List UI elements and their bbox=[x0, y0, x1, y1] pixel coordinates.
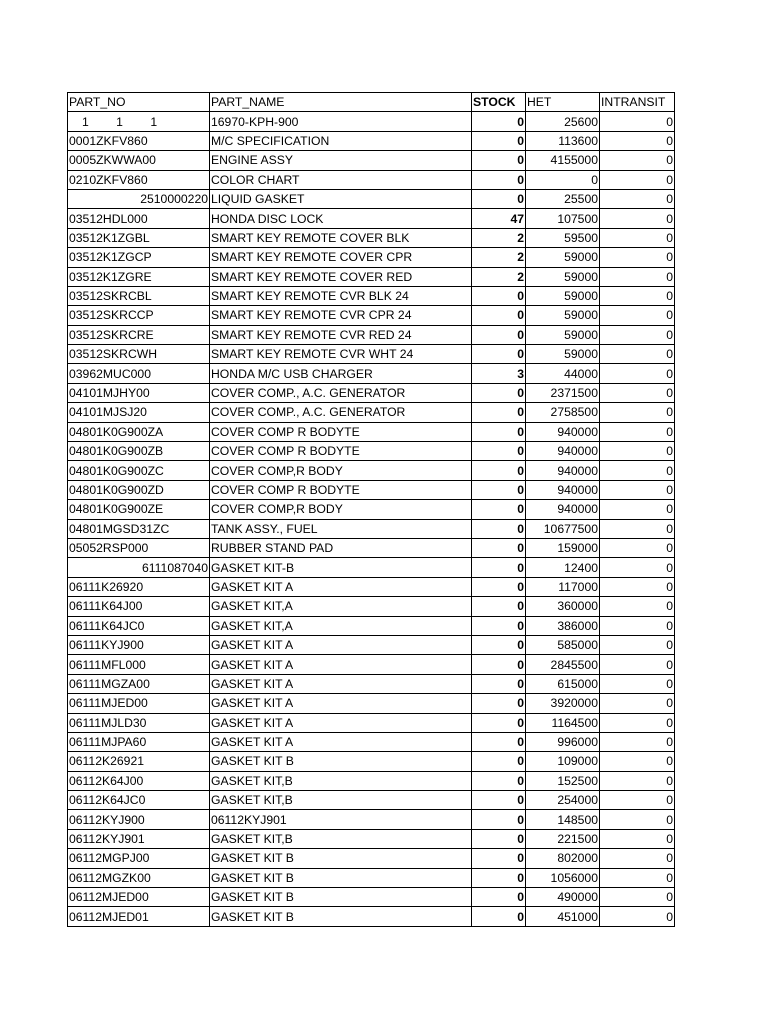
cell-part-no: 06112MGPJ00 bbox=[68, 849, 210, 868]
cell-stock: 0 bbox=[472, 791, 526, 810]
cell-intransit: 0 bbox=[600, 228, 675, 247]
cell-het: 221500 bbox=[526, 829, 600, 848]
cell-stock: 0 bbox=[472, 131, 526, 150]
cell-stock: 0 bbox=[472, 655, 526, 674]
cell-het: 113600 bbox=[526, 131, 600, 150]
cell-intransit: 0 bbox=[600, 713, 675, 732]
cell-intransit: 0 bbox=[600, 345, 675, 364]
table-row bbox=[68, 888, 675, 907]
cell-part-no: 0001ZKFV860 bbox=[68, 131, 210, 150]
cell-part-name: COVER COMP,R BODY bbox=[210, 461, 472, 480]
cell-part-name: COVER COMP,R BODY bbox=[210, 500, 472, 519]
cell-het: 451000 bbox=[526, 907, 600, 926]
cell-het: 386000 bbox=[526, 616, 600, 635]
cell-stock: 0 bbox=[472, 500, 526, 519]
header-row bbox=[68, 93, 675, 112]
cell-part-no: 04801K0G900ZD bbox=[68, 480, 210, 499]
table-row bbox=[68, 383, 675, 402]
cell-part-name: GASKET KIT,A bbox=[210, 616, 472, 635]
cell-stock: 0 bbox=[472, 713, 526, 732]
cell-intransit: 0 bbox=[600, 577, 675, 596]
cell-part-no: 06111MGZA00 bbox=[68, 674, 210, 693]
table-row bbox=[68, 577, 675, 596]
cell-stock: 2 bbox=[472, 267, 526, 286]
cell-part-name: GASKET KIT A bbox=[210, 655, 472, 674]
cell-intransit: 0 bbox=[600, 655, 675, 674]
cell-part-name: SMART KEY REMOTE CVR CPR 24 bbox=[210, 306, 472, 325]
header-part-no: PART_NO bbox=[68, 93, 210, 112]
cell-intransit: 0 bbox=[600, 112, 675, 131]
cell-stock: 3 bbox=[472, 364, 526, 383]
cell-stock: 0 bbox=[472, 868, 526, 887]
cell-part-name: 16970-KPH-900 bbox=[210, 112, 472, 131]
table-row bbox=[68, 189, 675, 208]
header-part-name: PART_NAME bbox=[210, 93, 472, 112]
cell-part-no: 06112MJED00 bbox=[68, 888, 210, 907]
cell-stock: 0 bbox=[472, 674, 526, 693]
cell-het: 490000 bbox=[526, 888, 600, 907]
cell-intransit: 0 bbox=[600, 422, 675, 441]
cell-intransit: 0 bbox=[600, 694, 675, 713]
cell-intransit: 0 bbox=[600, 752, 675, 771]
cell-part-name: GASKET KIT B bbox=[210, 752, 472, 771]
cell-intransit: 0 bbox=[600, 267, 675, 286]
table-row bbox=[68, 829, 675, 848]
table-row bbox=[68, 752, 675, 771]
cell-part-no: 04101MJSJ20 bbox=[68, 403, 210, 422]
cell-part-name: COVER COMP., A.C. GENERATOR bbox=[210, 383, 472, 402]
cell-het: 360000 bbox=[526, 597, 600, 616]
cell-het: 940000 bbox=[526, 422, 600, 441]
cell-intransit: 0 bbox=[600, 519, 675, 538]
cell-het: 4155000 bbox=[526, 151, 600, 170]
cell-stock: 0 bbox=[472, 306, 526, 325]
cell-het: 59000 bbox=[526, 286, 600, 305]
table-row bbox=[68, 364, 675, 383]
cell-intransit: 0 bbox=[600, 635, 675, 654]
cell-het: 940000 bbox=[526, 500, 600, 519]
cell-part-name: ENGINE ASSY bbox=[210, 151, 472, 170]
cell-part-no: 04101MJHY00 bbox=[68, 383, 210, 402]
table-row bbox=[68, 403, 675, 422]
cell-het: 254000 bbox=[526, 791, 600, 810]
cell-intransit: 0 bbox=[600, 442, 675, 461]
cell-part-no: 06112K64JC0 bbox=[68, 791, 210, 810]
cell-part-no: 06112KYJ900 bbox=[68, 810, 210, 829]
cell-stock: 0 bbox=[472, 461, 526, 480]
cell-intransit: 0 bbox=[600, 170, 675, 189]
cell-intransit: 0 bbox=[600, 829, 675, 848]
cell-intransit: 0 bbox=[600, 771, 675, 790]
cell-stock: 0 bbox=[472, 112, 526, 131]
table-row bbox=[68, 635, 675, 654]
cell-intransit: 0 bbox=[600, 849, 675, 868]
table-row bbox=[68, 151, 675, 170]
cell-intransit: 0 bbox=[600, 325, 675, 344]
table-row bbox=[68, 771, 675, 790]
table-row bbox=[68, 713, 675, 732]
table-row bbox=[68, 112, 675, 131]
cell-intransit: 0 bbox=[600, 383, 675, 402]
table-row bbox=[68, 422, 675, 441]
cell-intransit: 0 bbox=[600, 907, 675, 926]
cell-het: 940000 bbox=[526, 461, 600, 480]
cell-part-name: 06112KYJ901 bbox=[210, 810, 472, 829]
cell-part-no: 03512K1ZGBL bbox=[68, 228, 210, 247]
cell-het: 2845500 bbox=[526, 655, 600, 674]
cell-part-no: 06112MJED01 bbox=[68, 907, 210, 926]
cell-part-no: 04801K0G900ZA bbox=[68, 422, 210, 441]
cell-part-no: 03512SKRCCP bbox=[68, 306, 210, 325]
cell-intransit: 0 bbox=[600, 209, 675, 228]
cell-stock: 0 bbox=[472, 616, 526, 635]
cell-het: 940000 bbox=[526, 442, 600, 461]
cell-stock: 0 bbox=[472, 403, 526, 422]
cell-part-name: SMART KEY REMOTE CVR RED 24 bbox=[210, 325, 472, 344]
cell-stock: 47 bbox=[472, 209, 526, 228]
cell-part-no: 06112K64J00 bbox=[68, 771, 210, 790]
cell-stock: 0 bbox=[472, 345, 526, 364]
table-body bbox=[68, 112, 675, 926]
cell-intransit: 0 bbox=[600, 791, 675, 810]
cell-part-name: M/C SPECIFICATION bbox=[210, 131, 472, 150]
cell-part-no: 03512HDL000 bbox=[68, 209, 210, 228]
cell-part-name: GASKET KIT A bbox=[210, 674, 472, 693]
cell-het: 0 bbox=[526, 170, 600, 189]
table-row bbox=[68, 849, 675, 868]
cell-part-no: 06111MJPA60 bbox=[68, 732, 210, 751]
cell-stock: 0 bbox=[472, 383, 526, 402]
cell-stock: 0 bbox=[472, 480, 526, 499]
table-row bbox=[68, 442, 675, 461]
table-row bbox=[68, 131, 675, 150]
cell-part-no: 03512K1ZGCP bbox=[68, 248, 210, 267]
cell-part-name: HONDA M/C USB CHARGER bbox=[210, 364, 472, 383]
cell-part-no: 03512K1ZGRE bbox=[68, 267, 210, 286]
cell-het: 159000 bbox=[526, 538, 600, 557]
cell-part-name: GASKET KIT,A bbox=[210, 597, 472, 616]
cell-stock: 0 bbox=[472, 538, 526, 557]
cell-het: 1164500 bbox=[526, 713, 600, 732]
cell-part-no: 1 1 1 bbox=[68, 112, 210, 131]
cell-part-name: SMART KEY REMOTE CVR WHT 24 bbox=[210, 345, 472, 364]
cell-part-no: 0210ZKFV860 bbox=[68, 170, 210, 189]
cell-part-name: GASKET KIT,B bbox=[210, 829, 472, 848]
cell-part-no: 06111MJLD30 bbox=[68, 713, 210, 732]
cell-intransit: 0 bbox=[600, 131, 675, 150]
cell-intransit: 0 bbox=[600, 538, 675, 557]
cell-intransit: 0 bbox=[600, 674, 675, 693]
cell-stock: 0 bbox=[472, 732, 526, 751]
cell-part-name: GASKET KIT,B bbox=[210, 771, 472, 790]
cell-intransit: 0 bbox=[600, 306, 675, 325]
cell-stock: 0 bbox=[472, 907, 526, 926]
cell-part-name: GASKET KIT A bbox=[210, 732, 472, 751]
cell-het: 3920000 bbox=[526, 694, 600, 713]
cell-het: 802000 bbox=[526, 849, 600, 868]
cell-stock: 2 bbox=[472, 228, 526, 247]
cell-intransit: 0 bbox=[600, 151, 675, 170]
table-row bbox=[68, 558, 675, 577]
cell-stock: 0 bbox=[472, 694, 526, 713]
cell-het: 25600 bbox=[526, 112, 600, 131]
cell-intransit: 0 bbox=[600, 558, 675, 577]
cell-stock: 0 bbox=[472, 771, 526, 790]
cell-het: 615000 bbox=[526, 674, 600, 693]
cell-part-name: HONDA DISC LOCK bbox=[210, 209, 472, 228]
cell-stock: 0 bbox=[472, 422, 526, 441]
cell-het: 107500 bbox=[526, 209, 600, 228]
table-row bbox=[68, 732, 675, 751]
table-row bbox=[68, 674, 675, 693]
cell-part-name: COVER COMP R BODYTE bbox=[210, 442, 472, 461]
header-het: HET bbox=[526, 93, 600, 112]
table-row bbox=[68, 616, 675, 635]
cell-intransit: 0 bbox=[600, 810, 675, 829]
cell-part-name: COVER COMP R BODYTE bbox=[210, 422, 472, 441]
cell-part-name: GASKET KIT,B bbox=[210, 791, 472, 810]
cell-part-no: 04801K0G900ZE bbox=[68, 500, 210, 519]
table-row bbox=[68, 286, 675, 305]
cell-intransit: 0 bbox=[600, 616, 675, 635]
cell-part-name: COLOR CHART bbox=[210, 170, 472, 189]
cell-part-no: 2510000220 bbox=[68, 189, 210, 208]
table-row bbox=[68, 500, 675, 519]
cell-part-no: 03512SKRCRE bbox=[68, 325, 210, 344]
cell-part-name: GASKET KIT A bbox=[210, 713, 472, 732]
cell-part-name: SMART KEY REMOTE COVER BLK bbox=[210, 228, 472, 247]
cell-het: 109000 bbox=[526, 752, 600, 771]
cell-intransit: 0 bbox=[600, 189, 675, 208]
cell-part-name: SMART KEY REMOTE COVER CPR bbox=[210, 248, 472, 267]
cell-part-no: 06112MGZK00 bbox=[68, 868, 210, 887]
cell-stock: 0 bbox=[472, 888, 526, 907]
table-row bbox=[68, 655, 675, 674]
cell-part-name: GASKET KIT B bbox=[210, 907, 472, 926]
cell-stock: 0 bbox=[472, 597, 526, 616]
table-row bbox=[68, 791, 675, 810]
cell-stock: 0 bbox=[472, 752, 526, 771]
cell-stock: 0 bbox=[472, 829, 526, 848]
cell-part-no: 05052RSP000 bbox=[68, 538, 210, 557]
header-intransit: INTRANSIT bbox=[600, 93, 675, 112]
cell-stock: 0 bbox=[472, 325, 526, 344]
cell-het: 148500 bbox=[526, 810, 600, 829]
cell-part-no: 04801MGSD31ZC bbox=[68, 519, 210, 538]
cell-part-no: 03512SKRCWH bbox=[68, 345, 210, 364]
cell-part-name: RUBBER STAND PAD bbox=[210, 538, 472, 557]
cell-het: 996000 bbox=[526, 732, 600, 751]
table-row bbox=[68, 325, 675, 344]
table-row bbox=[68, 597, 675, 616]
cell-het: 44000 bbox=[526, 364, 600, 383]
cell-part-name: LIQUID GASKET bbox=[210, 189, 472, 208]
cell-part-no: 06111K64JC0 bbox=[68, 616, 210, 635]
cell-part-name: TANK ASSY., FUEL bbox=[210, 519, 472, 538]
table-row bbox=[68, 248, 675, 267]
cell-part-name: COVER COMP R BODYTE bbox=[210, 480, 472, 499]
cell-stock: 0 bbox=[472, 151, 526, 170]
cell-part-no: 04801K0G900ZC bbox=[68, 461, 210, 480]
cell-part-no: 06111MJED00 bbox=[68, 694, 210, 713]
cell-part-name: SMART KEY REMOTE CVR BLK 24 bbox=[210, 286, 472, 305]
cell-stock: 0 bbox=[472, 170, 526, 189]
cell-het: 2371500 bbox=[526, 383, 600, 402]
cell-intransit: 0 bbox=[600, 732, 675, 751]
table-row bbox=[68, 538, 675, 557]
cell-het: 59500 bbox=[526, 228, 600, 247]
cell-part-no: 06112KYJ901 bbox=[68, 829, 210, 848]
cell-part-no: 06111K64J00 bbox=[68, 597, 210, 616]
table-row bbox=[68, 170, 675, 189]
cell-het: 1056000 bbox=[526, 868, 600, 887]
cell-part-no: 6111087040 bbox=[68, 558, 210, 577]
table-row bbox=[68, 694, 675, 713]
cell-stock: 0 bbox=[472, 519, 526, 538]
cell-intransit: 0 bbox=[600, 286, 675, 305]
cell-part-name: GASKET KIT-B bbox=[210, 558, 472, 577]
cell-part-no: 06111KYJ900 bbox=[68, 635, 210, 654]
table-row bbox=[68, 480, 675, 499]
cell-het: 59000 bbox=[526, 248, 600, 267]
table-row bbox=[68, 868, 675, 887]
cell-het: 59000 bbox=[526, 306, 600, 325]
table-row bbox=[68, 907, 675, 926]
cell-het: 2758500 bbox=[526, 403, 600, 422]
cell-het: 12400 bbox=[526, 558, 600, 577]
cell-part-name: COVER COMP., A.C. GENERATOR bbox=[210, 403, 472, 422]
cell-stock: 0 bbox=[472, 286, 526, 305]
spreadsheet bbox=[67, 92, 674, 927]
cell-het: 940000 bbox=[526, 480, 600, 499]
cell-het: 59000 bbox=[526, 345, 600, 364]
cell-het: 585000 bbox=[526, 635, 600, 654]
cell-stock: 0 bbox=[472, 558, 526, 577]
cell-part-name: GASKET KIT B bbox=[210, 888, 472, 907]
cell-part-name: GASKET KIT A bbox=[210, 635, 472, 654]
cell-part-no: 06111K26920 bbox=[68, 577, 210, 596]
cell-part-no: 04801K0G900ZB bbox=[68, 442, 210, 461]
cell-het: 59000 bbox=[526, 325, 600, 344]
cell-part-no: 0005ZKWWA00 bbox=[68, 151, 210, 170]
table-row bbox=[68, 345, 675, 364]
table-row bbox=[68, 209, 675, 228]
cell-het: 152500 bbox=[526, 771, 600, 790]
cell-stock: 0 bbox=[472, 442, 526, 461]
cell-intransit: 0 bbox=[600, 888, 675, 907]
cell-stock: 0 bbox=[472, 577, 526, 596]
cell-part-no: 03962MUC000 bbox=[68, 364, 210, 383]
cell-stock: 0 bbox=[472, 810, 526, 829]
cell-het: 10677500 bbox=[526, 519, 600, 538]
table-row bbox=[68, 461, 675, 480]
cell-intransit: 0 bbox=[600, 500, 675, 519]
cell-part-name: SMART KEY REMOTE COVER RED bbox=[210, 267, 472, 286]
cell-intransit: 0 bbox=[600, 248, 675, 267]
cell-intransit: 0 bbox=[600, 364, 675, 383]
table-row bbox=[68, 267, 675, 286]
cell-intransit: 0 bbox=[600, 403, 675, 422]
table-row bbox=[68, 306, 675, 325]
cell-part-name: GASKET KIT B bbox=[210, 868, 472, 887]
cell-part-no: 06111MFL000 bbox=[68, 655, 210, 674]
cell-intransit: 0 bbox=[600, 461, 675, 480]
header-stock: STOCK bbox=[472, 93, 526, 112]
cell-stock: 0 bbox=[472, 635, 526, 654]
cell-intransit: 0 bbox=[600, 868, 675, 887]
cell-part-name: GASKET KIT B bbox=[210, 849, 472, 868]
cell-part-no: 03512SKRCBL bbox=[68, 286, 210, 305]
cell-intransit: 0 bbox=[600, 480, 675, 499]
cell-intransit: 0 bbox=[600, 597, 675, 616]
table-row bbox=[68, 810, 675, 829]
cell-het: 117000 bbox=[526, 577, 600, 596]
cell-stock: 2 bbox=[472, 248, 526, 267]
cell-part-no: 06112K26921 bbox=[68, 752, 210, 771]
cell-part-name: GASKET KIT A bbox=[210, 694, 472, 713]
parts-stock-table bbox=[67, 92, 675, 927]
cell-het: 59000 bbox=[526, 267, 600, 286]
cell-stock: 0 bbox=[472, 849, 526, 868]
cell-het: 25500 bbox=[526, 189, 600, 208]
cell-part-name: GASKET KIT A bbox=[210, 577, 472, 596]
table-row bbox=[68, 519, 675, 538]
table-row bbox=[68, 228, 675, 247]
cell-stock: 0 bbox=[472, 189, 526, 208]
